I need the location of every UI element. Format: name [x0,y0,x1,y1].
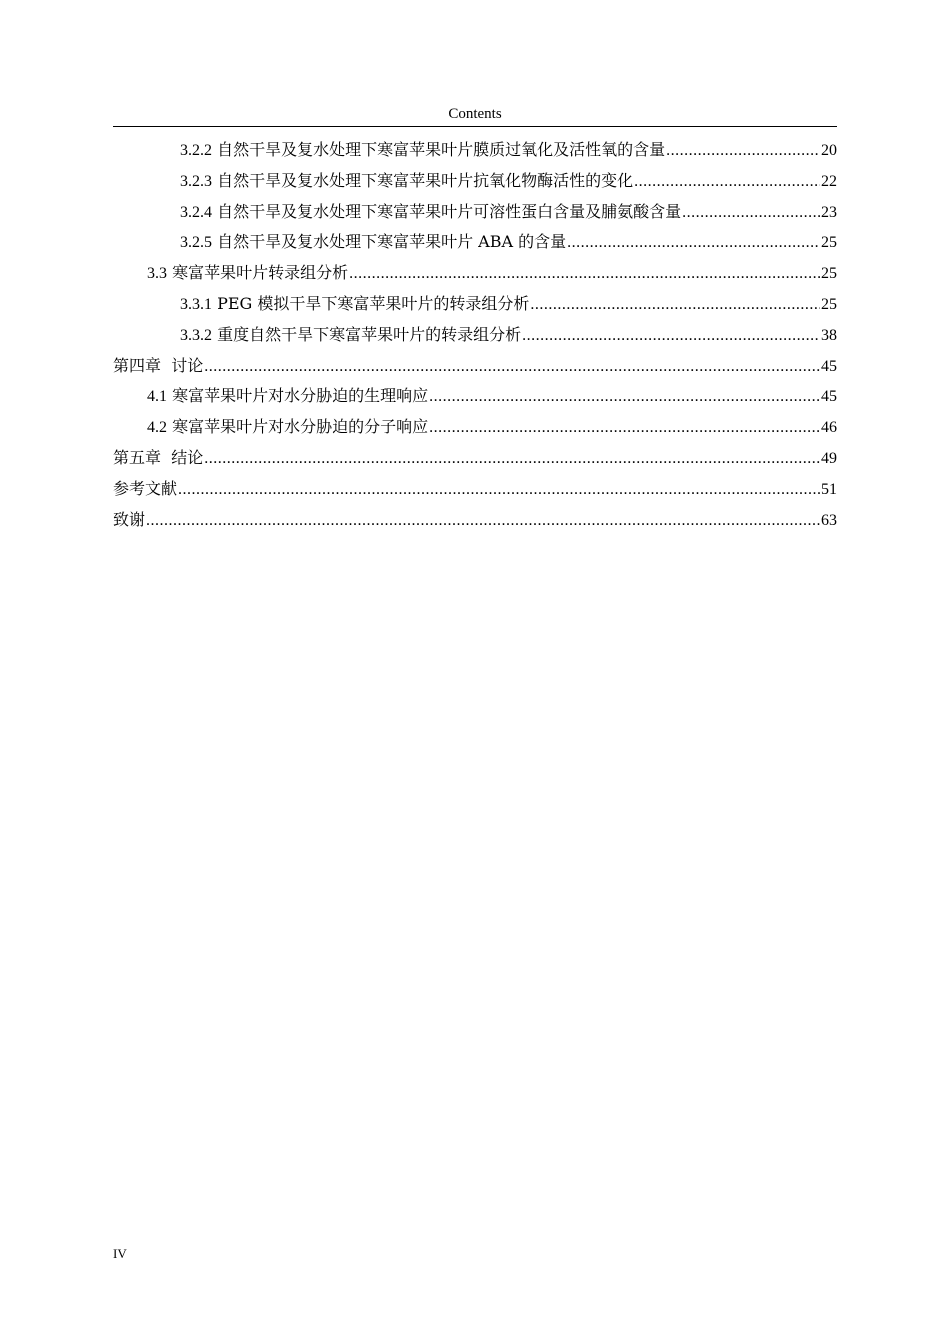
toc-entry-page: 46 [821,419,837,437]
toc-entry-page: 45 [821,388,837,406]
toc-entry-page: 25 [821,234,837,252]
toc-entry-3-2-3[interactable] [113,166,837,197]
toc-entry-title: 自然干旱及复水处理下寒富苹果叶片 ABA 的含量 [217,232,567,252]
toc-entry-number: 3.3.2 [180,326,212,344]
toc-entry-3-2-5[interactable] [113,227,837,258]
toc-entry-title: 结论 [171,447,204,467]
toc-entry-number: 3.2.4 [180,203,212,221]
toc-leader-dots [429,382,820,412]
toc-entry-page: 51 [821,480,837,498]
toc-leader-dots [204,352,820,382]
toc-entry-label [180,197,681,228]
toc-entry-label [180,320,521,351]
toc-leader-dots [567,228,820,258]
running-header [113,104,837,127]
toc-entry-chapter-4[interactable] [113,351,837,382]
toc-entry-page: 45 [821,357,837,375]
toc-entry-3-2-4[interactable] [113,197,837,228]
toc-entry-label [113,443,203,473]
toc-entry-page: 20 [821,142,837,159]
toc-leader-dots [634,167,820,197]
toc-entry-label [147,412,428,443]
toc-entry-number: 第四章 [113,355,162,375]
toc-leader-dots [522,321,820,351]
toc-entry-page: 49 [821,449,837,467]
toc-leader-dots [204,444,820,474]
toc-leader-dots [146,506,820,536]
toc-entry-number: 3.2.2 [180,142,212,159]
toc-leader-dots [429,413,820,443]
toc-entry-3-2-2[interactable] [113,135,837,166]
header-title: Contents [448,106,502,122]
toc-entry-number: 3.3.1 [180,295,212,313]
footer-page-number: IV [113,1246,127,1261]
toc-entry-title: 讨论 [171,355,204,375]
toc-leader-dots [666,136,820,166]
toc-entry-title: 重度自然干旱下寒富苹果叶片的转录组分析 [217,324,522,344]
toc-entry-page: 23 [821,203,837,221]
toc-leader-dots [530,290,820,320]
toc-entry-acknowledgements[interactable] [113,505,837,536]
toc-entry-page: 25 [821,295,837,313]
toc-entry-3-3-2[interactable] [113,320,837,351]
toc-entry-label [180,166,633,197]
toc-entry-4-2[interactable] [113,412,837,443]
toc-leader-dots [682,198,820,228]
toc-entry-title: 寒富苹果叶片转录组分析 [172,263,349,283]
toc-entry-number: 4.1 [147,388,167,406]
toc-entry-label [180,289,529,320]
toc-entry-references[interactable] [113,474,837,505]
toc-entry-number: 3.3 [147,265,167,283]
table-of-contents [113,135,837,535]
toc-entry-label [180,227,566,258]
toc-entry-title: 自然干旱及复水处理下寒富苹果叶片抗氧化物酶活性的变化 [217,170,634,190]
toc-entry-number: 第五章 [113,447,162,467]
toc-entry-chapter-5[interactable] [113,443,837,474]
toc-entry-page: 25 [821,265,837,283]
toc-entry-title: 寒富苹果叶片对水分胁迫的生理响应 [172,386,429,406]
toc-entry-title: 寒富苹果叶片对水分胁迫的分子响应 [172,417,429,437]
toc-entry-page: 22 [821,172,837,190]
toc-entry-4-1[interactable] [113,381,837,412]
toc-entry-title: 自然干旱及复水处理下寒富苹果叶片可溶性蛋白含量及脯氨酸含量 [217,201,682,221]
toc-entry-page: 38 [821,326,837,344]
toc-entry-label [147,381,428,412]
toc-entry-number: 3.2.5 [180,234,212,252]
toc-entry-title: 参考文献 [113,478,178,498]
toc-entry-title: PEG 模拟干旱下寒富苹果叶片的转录组分析 [217,293,530,313]
toc-leader-dots [178,475,820,505]
toc-entry-title: 自然干旱及复水处理下寒富苹果叶片膜质过氧化及活性氧的含量 [217,140,666,159]
toc-entry-label [180,135,665,166]
toc-entry-3-3[interactable] [113,258,837,289]
toc-entry-number: 3.2.3 [180,172,212,190]
toc-leader-dots [349,259,820,289]
toc-entry-number: 4.2 [147,419,167,437]
toc-entry-label [147,258,348,289]
toc-entry-page: 63 [821,511,837,529]
toc-entry-3-3-1[interactable] [113,289,837,320]
page-footer [113,1245,127,1263]
toc-entry-label [113,351,203,381]
toc-entry-title: 致谢 [113,509,146,529]
